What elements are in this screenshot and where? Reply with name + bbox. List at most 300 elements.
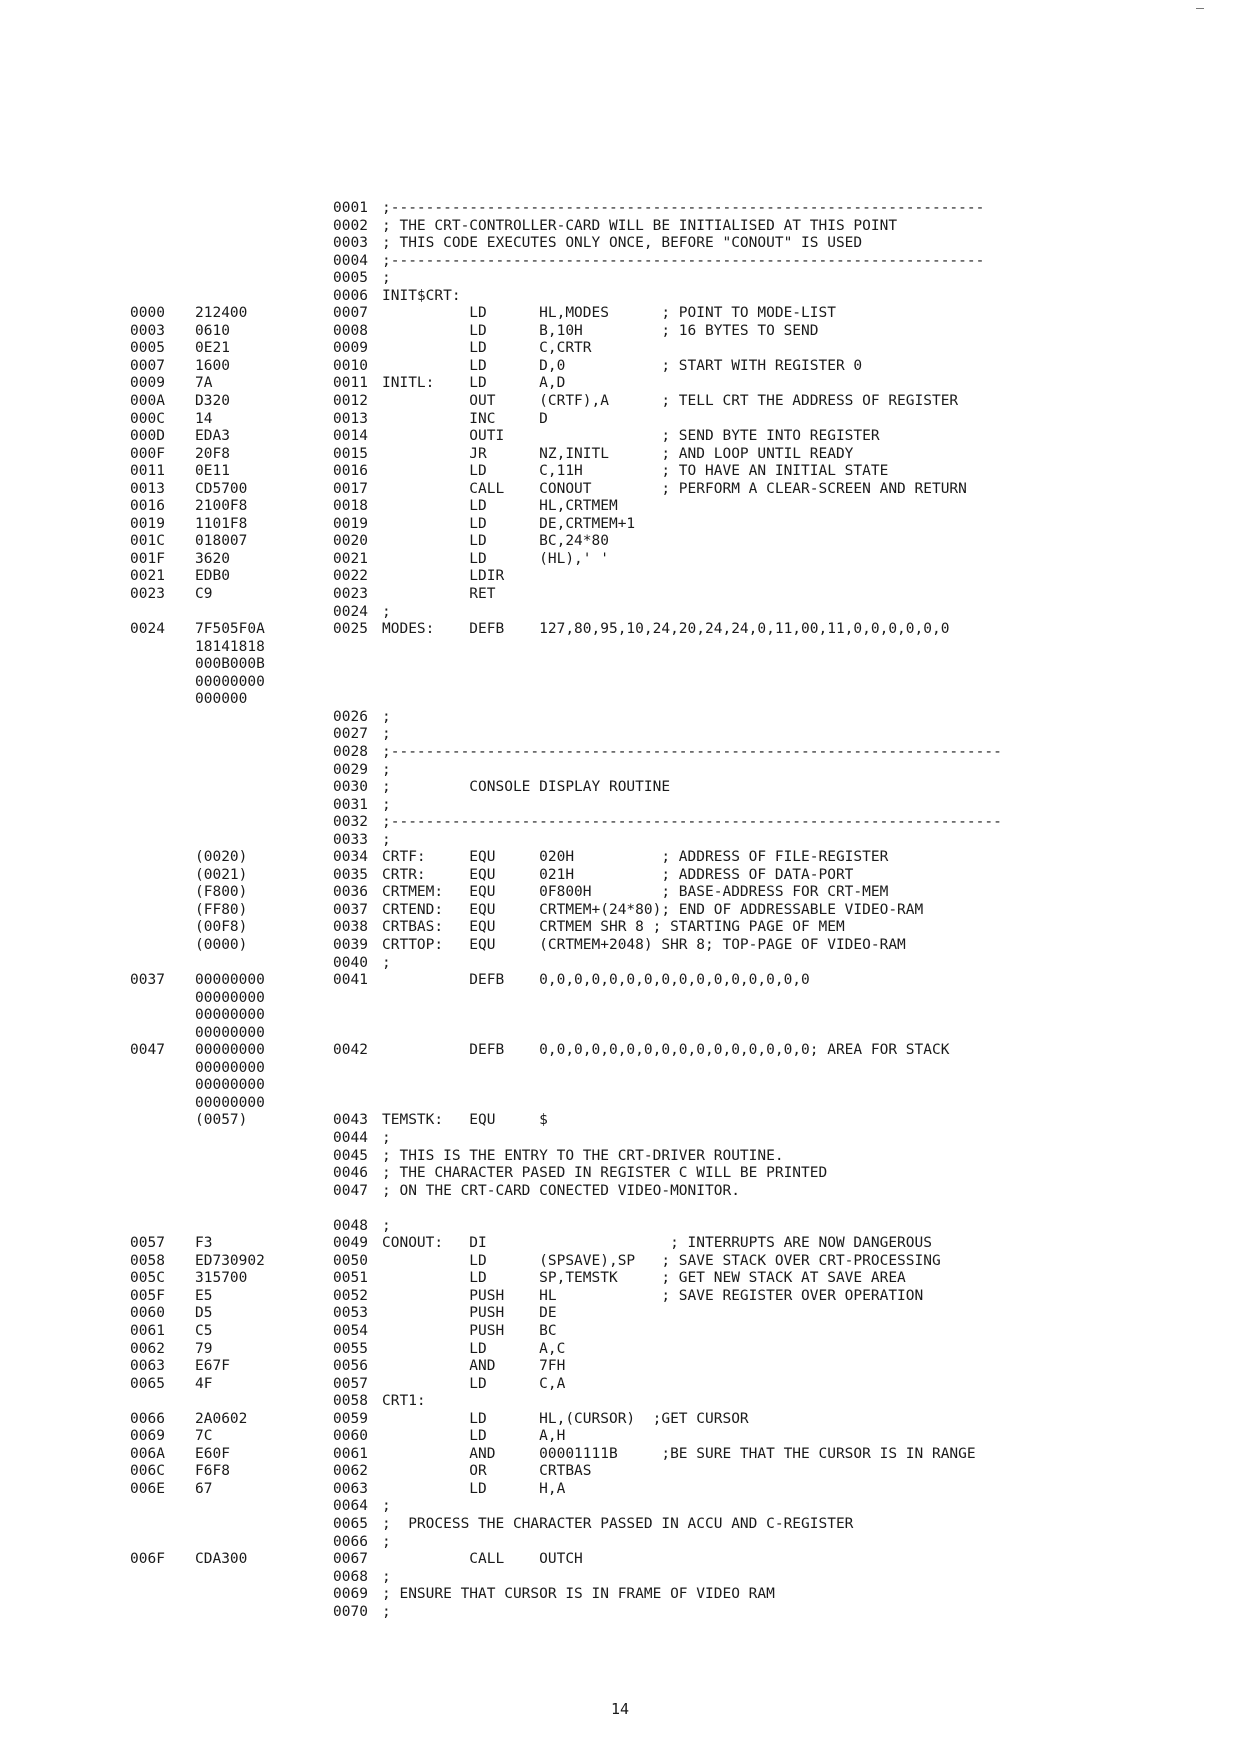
listing-line [0,1042,1240,1060]
listing-line [0,1393,1240,1411]
object-code: (0021) [195,866,248,883]
line-number: 0043 [333,1112,368,1129]
address: 006C [130,1463,165,1480]
source-text: CALL CONOUT ; PERFORM A CLEAR-SCREEN AND RETURN [382,480,967,497]
listing-line [0,1428,1240,1446]
line-number: 0013 [333,410,368,427]
listing-line [0,779,1240,797]
line-number: 0059 [333,1410,368,1427]
listing-line [0,884,1240,902]
line-number: 0016 [333,463,368,480]
line-number: 0065 [333,1516,368,1533]
listing-line [0,1270,1240,1288]
object-code: 14 [195,410,213,427]
line-number: 0044 [333,1129,368,1146]
listing-line [0,832,1240,850]
object-code: ED730902 [195,1252,265,1269]
line-number: 0018 [333,498,368,515]
object-code: (0020) [195,849,248,866]
object-code: E60F [195,1445,230,1462]
listing-line [0,1095,1240,1113]
object-code: CD5700 [195,480,248,497]
object-code: 212400 [195,305,248,322]
listing-line [0,393,1240,411]
source-text: ; ON THE CRT-CARD CONECTED VIDEO-MONITOR. [382,1182,740,1199]
source-text: LD DE,CRTMEM+1 [382,515,636,532]
address: 006A [130,1445,165,1462]
listing-line [0,516,1240,534]
object-code: 2A0602 [195,1410,248,1427]
source-text: LD D,0 ; START WITH REGISTER 0 [382,357,863,374]
source-text: ; [382,1129,391,1146]
listing-line [0,1183,1240,1201]
object-code: 0E11 [195,463,230,480]
line-number: 0030 [333,779,368,796]
listing-line [0,533,1240,551]
listing-line [0,1112,1240,1130]
listing-line [0,1341,1240,1359]
listing-line [0,867,1240,885]
source-text: ;-------------------------------------------------------------------- [382,200,985,216]
address: 0016 [130,498,165,515]
listing-line [0,639,1240,657]
line-number: 0050 [333,1252,368,1269]
line-number: 0008 [333,322,368,339]
line-number: 0069 [333,1586,368,1603]
listing-line [0,1481,1240,1499]
address: 0057 [130,1235,165,1252]
source-text: CONOUT: DI ; INTERRUPTS ARE NOW DANGEROUS [382,1235,932,1252]
scan-mark [1196,8,1204,9]
listing-line [0,446,1240,464]
line-number: 0040 [333,954,368,971]
source-text: CRTMEM: EQU 0F800H ; BASE-ADDRESS FOR CRT-MEM [382,884,889,901]
listing-line [0,849,1240,867]
line-number: 0039 [333,936,368,953]
line-number: 0061 [333,1445,368,1462]
source-text: ; [382,954,391,971]
source-text: CALL OUTCH [382,1551,583,1568]
source-text: PUSH BC [382,1323,557,1339]
listing-line [0,1586,1240,1604]
source-text: CRTF: EQU 020H ; ADDRESS OF FILE-REGISTER [382,849,889,866]
address: 0065 [130,1375,165,1392]
line-number: 0028 [333,743,368,760]
line-number: 0032 [333,814,368,831]
source-text: LD (SPSAVE),SP ; SAVE STACK OVER CRT-PROCESSING [382,1252,941,1269]
listing-line [0,218,1240,236]
source-text: LD C,11H ; TO HAVE AN INITIAL STATE [382,463,889,480]
source-text: LD A,C [382,1340,566,1357]
address: 0023 [130,586,165,603]
listing-line [0,498,1240,516]
listing-line [0,323,1240,341]
address: 0062 [130,1340,165,1357]
source-text: ; [382,1498,391,1515]
source-text: ; [382,761,391,778]
address: 0019 [130,515,165,532]
address: 0061 [130,1323,165,1339]
listing-line [0,1200,1240,1218]
source-text: LDIR [382,568,505,585]
line-number: 0035 [333,866,368,883]
line-number: 0009 [333,340,368,357]
listing-line [0,1376,1240,1394]
source-text: INC D [382,410,548,427]
source-text: ; THE CHARACTER PASED IN REGISTER C WILL BE PRINTED [382,1165,828,1182]
line-number: 0029 [333,761,368,778]
listing-line [0,1025,1240,1043]
object-code: 7C [195,1428,213,1445]
listing-line [0,797,1240,815]
listing-line [0,235,1240,253]
line-number: 0011 [333,375,368,392]
source-text: CRTR: EQU 021H ; ADDRESS OF DATA-PORT [382,866,854,883]
listing-line [0,288,1240,306]
listing-line [0,586,1240,604]
listing-line [0,621,1240,639]
line-number: 0007 [333,305,368,322]
line-number: 0025 [333,621,368,638]
source-text: PUSH DE [382,1305,557,1322]
source-text: OR CRTBAS [382,1463,592,1480]
line-number: 0055 [333,1340,368,1357]
source-text: TEMSTK: EQU $ [382,1112,548,1129]
listing-line [0,270,1240,288]
object-code: 018007 [195,533,248,550]
object-code: 315700 [195,1270,248,1287]
object-code: 0610 [195,322,230,339]
source-text: ; [382,1217,391,1234]
page-number: 14 [610,1700,630,1718]
object-code: 3620 [195,550,230,567]
object-code: 7A [195,375,213,392]
address: 0060 [130,1305,165,1322]
source-text: LD HL,(CURSOR) ;GET CURSOR [382,1410,749,1427]
line-number: 0052 [333,1287,368,1304]
address: 0007 [130,357,165,374]
object-code: 000B000B [195,656,265,673]
listing-line [0,200,1240,218]
object-code: (0057) [195,1112,248,1129]
line-number: 0053 [333,1305,368,1322]
line-number: 0010 [333,357,368,374]
address: 000F [130,445,165,462]
source-text: CRTEND: EQU CRTMEM+(24*80); END OF ADDRESSABLE VIDEO-RAM [382,901,924,918]
listing-line [0,1305,1240,1323]
line-number: 0015 [333,445,368,462]
listing-line [0,1165,1240,1183]
object-code: 00000000 [195,1059,265,1076]
object-code: (FF80) [195,901,248,918]
listing-line [0,340,1240,358]
listing-line [0,604,1240,622]
listing-line [0,1253,1240,1271]
listing-line [0,1411,1240,1429]
source-text: OUTI ; SEND BYTE INTO REGISTER [382,428,880,445]
listing-line [0,1235,1240,1253]
address: 0069 [130,1428,165,1445]
address: 000D [130,428,165,445]
source-text: DEFB 0,0,0,0,0,0,0,0,0,0,0,0,0,0,0,0; AREA FOR STACK [382,1042,950,1059]
listing-line [0,428,1240,446]
source-text: LD HL,CRTMEM [382,498,618,515]
object-code: (0000) [195,936,248,953]
source-text: ; [382,1568,391,1585]
listing-line [0,1551,1240,1569]
address: 001C [130,533,165,550]
address: 0066 [130,1410,165,1427]
listing-line [0,1148,1240,1166]
object-code: 00000000 [195,989,265,1006]
source-text: LD C,CRTR [382,340,592,357]
address: 006E [130,1480,165,1497]
source-text: LD HL,MODES ; POINT TO MODE-LIST [382,305,836,322]
object-code: 00000000 [195,972,265,989]
object-code: 000000 [195,691,248,708]
object-code: (F800) [195,884,248,901]
listing-line [0,481,1240,499]
line-number: 0046 [333,1165,368,1182]
object-code: D5 [195,1305,213,1322]
line-number: 0058 [333,1393,368,1410]
source-text: LD C,A [382,1375,566,1392]
source-text: LD SP,TEMSTK ; GET NEW STACK AT SAVE AREA [382,1270,906,1287]
line-number: 0023 [333,586,368,603]
object-code: 67 [195,1480,213,1497]
listing-line [0,1077,1240,1095]
listing-line [0,253,1240,271]
source-text: AND 00001111B ;BE SURE THAT THE CURSOR IS IN RANGE [382,1445,976,1462]
source-text: ; [382,603,391,620]
source-text: INITL: LD A,D [382,375,566,392]
address: 005F [130,1287,165,1304]
line-number: 0070 [333,1603,368,1620]
object-code: 00000000 [195,673,265,690]
listing-line [0,972,1240,990]
listing-line [0,726,1240,744]
object-code: EDB0 [195,568,230,585]
listing-line [0,674,1240,692]
address: 000A [130,393,165,410]
object-code: CDA300 [195,1551,248,1568]
listing-line [0,1534,1240,1552]
line-number: 0056 [333,1358,368,1375]
source-text: ; [382,1603,391,1620]
object-code: 0E21 [195,340,230,357]
listing-line [0,463,1240,481]
address: 0009 [130,375,165,392]
address: 0063 [130,1358,165,1375]
address: 0024 [130,621,165,638]
line-number: 0049 [333,1235,368,1252]
source-text: ; THIS IS THE ENTRY TO THE CRT-DRIVER ROUTINE. [382,1147,784,1164]
line-number: 0063 [333,1480,368,1497]
object-code: E67F [195,1358,230,1375]
source-text: CRTBAS: EQU CRTMEM SHR 8 ; STARTING PAGE OF MEM [382,919,845,936]
line-number: 0027 [333,726,368,743]
line-number: 0068 [333,1568,368,1585]
line-number: 0003 [333,235,368,252]
source-text: LD (HL),' ' [382,550,609,567]
listing-line [0,814,1240,832]
address: 000C [130,410,165,427]
listing-line [0,1446,1240,1464]
object-code: 79 [195,1340,213,1357]
listing-line [0,1516,1240,1534]
line-number: 0064 [333,1498,368,1515]
source-text: CRT1: [382,1393,426,1410]
object-code: 00000000 [195,1094,265,1111]
line-number: 0036 [333,884,368,901]
line-number: 0002 [333,217,368,234]
listing-line [0,937,1240,955]
line-number: 0041 [333,972,368,989]
address: 0021 [130,568,165,585]
line-number: 0038 [333,919,368,936]
object-code: 20F8 [195,445,230,462]
source-text: MODES: DEFB 127,80,95,10,24,20,24,24,0,11,00,11,0,0,0,0,0,0 [382,621,950,638]
object-code: 00000000 [195,1024,265,1041]
listing-line [0,1323,1240,1341]
listing-line [0,709,1240,727]
address: 0047 [130,1042,165,1059]
line-number: 0017 [333,480,368,497]
line-number: 0045 [333,1147,368,1164]
object-code: (00F8) [195,919,248,936]
address: 0011 [130,463,165,480]
line-number: 0047 [333,1182,368,1199]
line-number: 0057 [333,1375,368,1392]
address: 005C [130,1270,165,1287]
source-text: ;---------------------------------------------------------------------- [382,743,1002,760]
listing-line [0,1498,1240,1516]
listing-line [0,919,1240,937]
listing-line [0,955,1240,973]
source-text: ; PROCESS THE CHARACTER PASSED IN ACCU AND C-REGISTER [382,1516,854,1533]
object-code: 7F505F0A [195,621,265,638]
object-code: 00000000 [195,1077,265,1094]
line-number: 0031 [333,796,368,813]
source-text: ; [382,1533,391,1550]
listing-line [0,1604,1240,1622]
address: 0058 [130,1252,165,1269]
object-code: 1101F8 [195,515,248,532]
object-code: 18141818 [195,638,265,655]
listing-line [0,990,1240,1008]
object-code: E5 [195,1287,213,1304]
line-number: 0019 [333,515,368,532]
listing-line [0,1569,1240,1587]
source-text: LD B,10H ; 16 BYTES TO SEND [382,322,819,339]
address: 0037 [130,972,165,989]
source-text: OUT (CRTF),A ; TELL CRT THE ADDRESS OF REGISTER [382,393,959,410]
source-text: LD A,H [382,1428,566,1445]
line-number: 0034 [333,849,368,866]
listing-line [0,902,1240,920]
source-text: ;-------------------------------------------------------------------- [382,252,985,269]
source-text: ; CONSOLE DISPLAY ROUTINE [382,779,671,796]
listing-line [0,1218,1240,1236]
line-number: 0051 [333,1270,368,1287]
object-code: 00000000 [195,1042,265,1059]
object-code: F3 [195,1235,213,1252]
listing-line [0,358,1240,376]
object-code: 2100F8 [195,498,248,515]
source-text: INIT$CRT: [382,287,461,304]
source-text: ; THIS CODE EXECUTES ONLY ONCE, BEFORE "CONOUT" IS USED [382,235,863,252]
address: 0013 [130,480,165,497]
listing-line [0,656,1240,674]
listing-line [0,305,1240,323]
line-number: 0054 [333,1323,368,1339]
listing-line [0,551,1240,569]
listing-line [0,375,1240,393]
line-number: 0014 [333,428,368,445]
listing-line [0,411,1240,429]
listing-line [0,1288,1240,1306]
listing-line [0,1007,1240,1025]
address: 001F [130,550,165,567]
line-number: 0006 [333,287,368,304]
line-number: 0022 [333,568,368,585]
line-number: 0037 [333,901,368,918]
source-text: ; [382,270,391,287]
source-text: ; [382,796,391,813]
listing-line [0,762,1240,780]
line-number: 0062 [333,1463,368,1480]
address: 0003 [130,322,165,339]
address: 0005 [130,340,165,357]
listing-line [0,568,1240,586]
listing-line [0,1358,1240,1376]
object-code: EDA3 [195,428,230,445]
line-number: 0066 [333,1533,368,1550]
line-number: 0020 [333,533,368,550]
object-code: F6F8 [195,1463,230,1480]
source-text: LD BC,24*80 [382,533,609,550]
source-text: LD H,A [382,1480,566,1497]
address: 0000 [130,305,165,322]
assembly-listing [0,200,1240,1621]
line-number: 0012 [333,393,368,410]
object-code: 1600 [195,357,230,374]
source-text: ; [382,708,391,725]
line-number: 0033 [333,831,368,848]
source-text: JR NZ,INITL ; AND LOOP UNTIL READY [382,445,854,462]
line-number: 0048 [333,1217,368,1234]
source-text: RET [382,586,496,603]
line-number: 0004 [333,252,368,269]
line-number: 0042 [333,1042,368,1059]
source-text: ; ENSURE THAT CURSOR IS IN FRAME OF VIDEO RAM [382,1586,775,1603]
line-number: 0005 [333,270,368,287]
object-code: 00000000 [195,1007,265,1024]
source-text: CRTTOP: EQU (CRTMEM+2048) SHR 8; TOP-PAGE OF VIDEO-RAM [382,936,906,953]
object-code: D320 [195,393,230,410]
listing-line [0,1060,1240,1078]
object-code: 4F [195,1375,213,1392]
listing-line [0,1463,1240,1481]
source-text: DEFB 0,0,0,0,0,0,0,0,0,0,0,0,0,0,0,0 [382,972,810,989]
line-number: 0067 [333,1551,368,1568]
line-number: 0001 [333,200,368,216]
listing-line [0,744,1240,762]
source-text: PUSH HL ; SAVE REGISTER OVER OPERATION [382,1287,924,1304]
object-code: C9 [195,586,213,603]
object-code: C5 [195,1323,213,1339]
line-number: 0021 [333,550,368,567]
